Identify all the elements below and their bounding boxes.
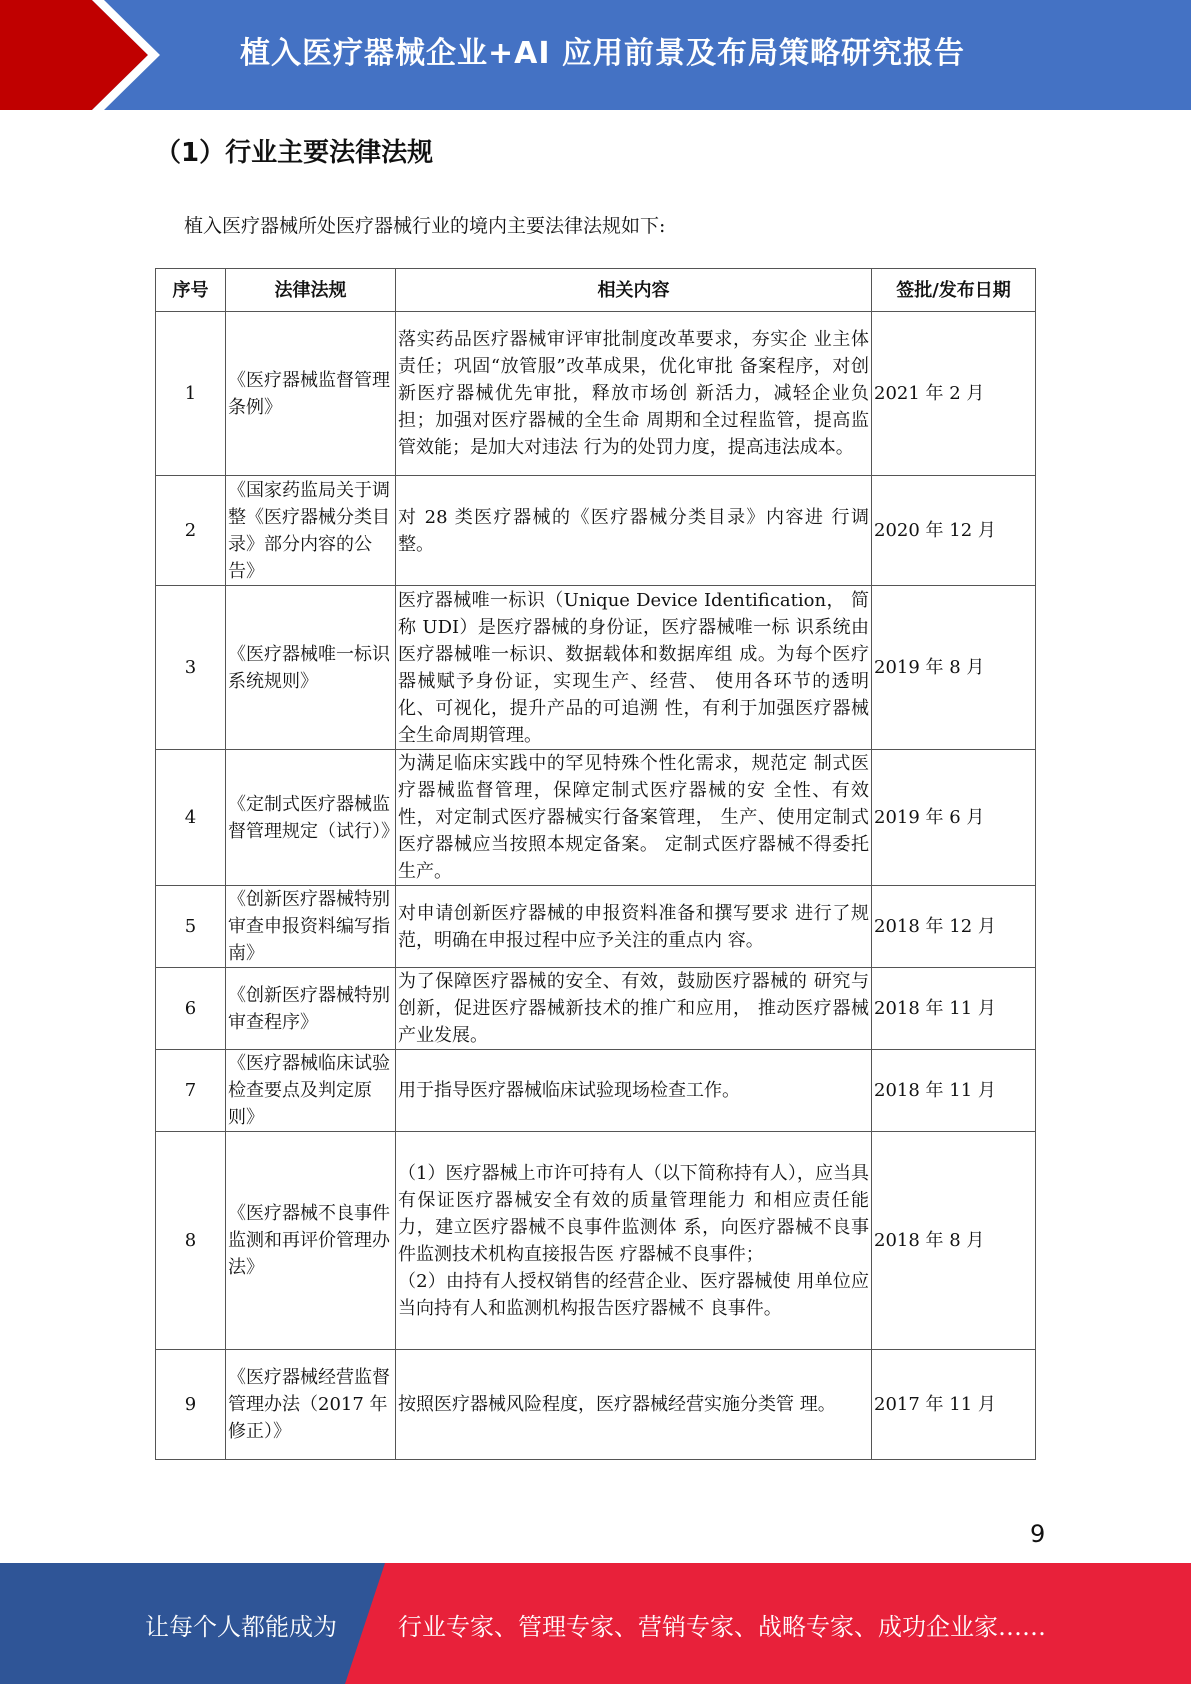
report-title: 植入医疗器械企业+AI 应用前景及布局策略研究报告 xyxy=(240,36,965,71)
law-name: 《创新医疗器械特别审查程序》 xyxy=(226,968,396,1050)
footer-slogan-right: 行业专家、管理专家、营销专家、战略专家、成功企业家…… xyxy=(398,1613,1046,1641)
law-date: 2018 年 11 月 xyxy=(872,1050,1036,1132)
table-row xyxy=(156,312,1036,476)
row-number: 6 xyxy=(156,968,226,1050)
table-row xyxy=(156,1050,1036,1132)
law-content: 为了保障医疗器械的安全、有效，鼓励医疗器械的 研究与创新，促进医疗器械新技术的推广和应用， 推动医疗器械产业发展。 xyxy=(396,968,872,1050)
row-number: 8 xyxy=(156,1132,226,1350)
table-header-row xyxy=(156,269,1036,312)
header-num: 序号 xyxy=(156,269,226,312)
law-date: 2021 年 2 月 xyxy=(872,312,1036,476)
page-footer xyxy=(0,1563,1191,1684)
row-number: 1 xyxy=(156,312,226,476)
table-row xyxy=(156,476,1036,586)
law-name: 《医疗器械唯一标识系统规则》 xyxy=(226,586,396,750)
law-date: 2018 年 11 月 xyxy=(872,968,1036,1050)
law-content: 医疗器械唯一标识（Unique Device Identification， 简称 UDI）是医疗器械的身份证，医疗器械唯一标 识系统由医疗器械唯一标识、数据载体和数据库组 成。为每个医疗器械赋予身份证，实现生产、经营、 使用各环节的透明化、可视化，提升产品的可追溯 性，有利于加强医疗器械全生命周期管理。 xyxy=(396,586,872,750)
footer-slogan-left: 让每个人都能成为 xyxy=(145,1613,337,1641)
row-number: 7 xyxy=(156,1050,226,1132)
law-content: 为满足临床实践中的罕见特殊个性化需求，规范定 制式医疗器械监督管理，保障定制式医疗器械的安 全性、有效性，对定制式医疗器械实行备案管理， 生产、使用定制式医疗器械应当按照本规定备案。 定制式医疗器械不得委托生产。 xyxy=(396,750,872,886)
table-row xyxy=(156,750,1036,886)
law-date: 2018 年 8 月 xyxy=(872,1132,1036,1350)
page-number: 9 xyxy=(1030,1520,1046,1548)
law-name: 《国家药监局关于调整《医疗器械分类目录》部分内容的公告》 xyxy=(226,476,396,586)
law-date: 2019 年 8 月 xyxy=(872,586,1036,750)
law-content: （1）医疗器械上市许可持有人（以下简称持有人），应当具有保证医疗器械安全有效的质量管理能力 和相应责任能力，建立医疗器械不良事件监测体 系，向医疗器械不良事件监测技术机构直接报告医 疗器械不良事件； （2）由持有人授权销售的经营企业、医疗器械使 用单位应当向持有人和监测机构报告医疗器械不 良事件。 xyxy=(396,1132,872,1350)
laws-table xyxy=(155,268,1036,1460)
law-date: 2017 年 11 月 xyxy=(872,1350,1036,1460)
row-number: 2 xyxy=(156,476,226,586)
law-content: 对 28 类医疗器械的《医疗器械分类目录》内容进 行调整。 xyxy=(396,476,872,586)
row-number: 3 xyxy=(156,586,226,750)
row-number: 4 xyxy=(156,750,226,886)
row-number: 9 xyxy=(156,1350,226,1460)
law-name: 《医疗器械监督管理条例》 xyxy=(226,312,396,476)
law-name: 《医疗器械不良事件监测和再评价管理办法》 xyxy=(226,1132,396,1350)
law-name: 《医疗器械经营监督管理办法（2017 年修正）》 xyxy=(226,1350,396,1460)
header-law: 法律法规 xyxy=(226,269,396,312)
law-date: 2020 年 12 月 xyxy=(872,476,1036,586)
law-name: 《定制式医疗器械监督管理规定（试行）》 xyxy=(226,750,396,886)
table-row xyxy=(156,586,1036,750)
table-row xyxy=(156,968,1036,1050)
law-content: 落实药品医疗器械审评审批制度改革要求，夯实企 业主体责任；巩固“放管服”改革成果，优化审批 备案程序，对创新医疗器械优先审批，释放市场创 新活力，减轻企业负担；加强对医疗器械的全生命 周期和全过程监管，提高监管效能；是加大对违法 行为的处罚力度，提高违法成本。 xyxy=(396,312,872,476)
table-row xyxy=(156,1132,1036,1350)
law-name: 《医疗器械临床试验检查要点及判定原则》 xyxy=(226,1050,396,1132)
intro-paragraph: 植入医疗器械所处医疗器械行业的境内主要法律法规如下: xyxy=(184,215,666,237)
law-content: 按照医疗器械风险程度，医疗器械经营实施分类管 理。 xyxy=(396,1350,872,1460)
law-date: 2018 年 12 月 xyxy=(872,886,1036,968)
laws-table-body xyxy=(156,312,1036,1460)
row-number: 5 xyxy=(156,886,226,968)
page-header xyxy=(0,0,1191,110)
header-date: 签批/发布日期 xyxy=(872,269,1036,312)
header-content: 相关内容 xyxy=(396,269,872,312)
table-row xyxy=(156,1350,1036,1460)
table-row xyxy=(156,886,1036,968)
law-name: 《创新医疗器械特别审查申报资料编写指南》 xyxy=(226,886,396,968)
section-title: （1）行业主要法律法规 xyxy=(155,138,434,168)
law-content: 用于指导医疗器械临床试验现场检查工作。 xyxy=(396,1050,872,1132)
law-content: 对申请创新医疗器械的申报资料准备和撰写要求 进行了规范，明确在申报过程中应予关注的重点内 容。 xyxy=(396,886,872,968)
law-date: 2019 年 6 月 xyxy=(872,750,1036,886)
